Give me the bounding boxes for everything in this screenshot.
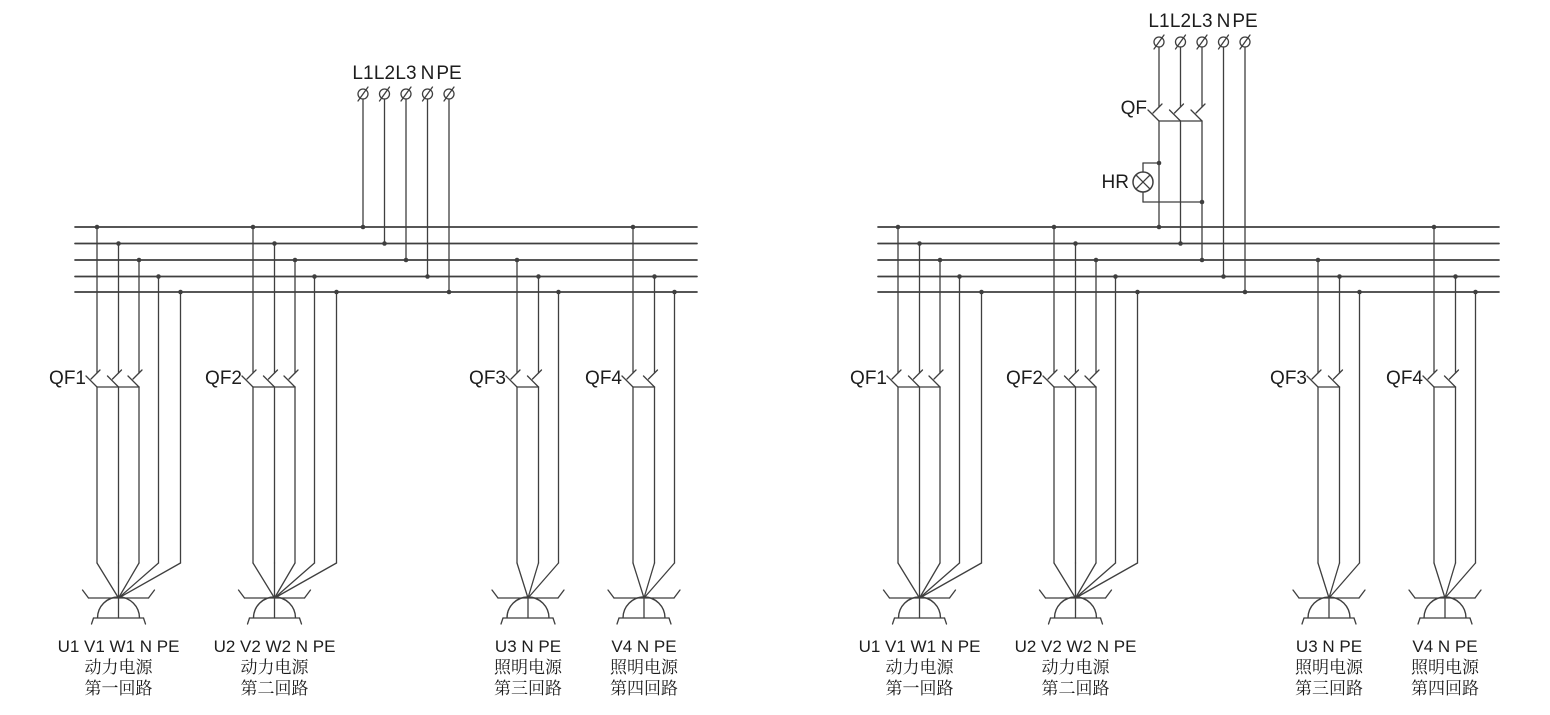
- circuit-number-label: 第一回路: [885, 679, 954, 698]
- outlet-tick: [1302, 618, 1304, 624]
- converging-wire: [97, 563, 119, 598]
- converging-wire: [1318, 563, 1329, 598]
- junction-dot: [361, 225, 366, 230]
- main-breaker: [1121, 98, 1202, 121]
- circuit-terminals-label: U2 V2 W2 N PE: [213, 637, 336, 656]
- branch-2: [205, 225, 339, 698]
- incoming-terminal-label: PE: [436, 63, 462, 84]
- outlet-tick: [83, 590, 89, 598]
- circuit-source-label: 照明电源: [610, 658, 678, 677]
- converging-wire: [898, 563, 920, 598]
- circuit-source-label: 动力电源: [84, 658, 153, 677]
- breaker-contact-tick: [133, 370, 142, 379]
- incoming-feed: [1148, 11, 1258, 294]
- converging-wire: [920, 563, 982, 598]
- incoming-terminal-label: L3: [1191, 11, 1213, 32]
- breaker-contact-tick: [113, 370, 122, 379]
- incoming-terminal-label: L2: [1169, 11, 1192, 32]
- breaker-contact-tick: [1334, 370, 1343, 379]
- breaker-contact-tick: [247, 370, 256, 379]
- outlet-tick: [305, 590, 311, 598]
- outlet-tick: [1409, 590, 1415, 598]
- circuit-terminals-label: V4 N PE: [611, 637, 677, 656]
- converging-wire: [517, 563, 528, 598]
- right-diagram: [850, 11, 1499, 698]
- outlet-tick: [553, 618, 555, 624]
- junction-dot: [1157, 225, 1162, 230]
- bus-bars: [878, 227, 1499, 292]
- circuit-source-label: 照明电源: [494, 658, 562, 677]
- junction-dot: [425, 274, 430, 279]
- incoming-terminal-label: L1: [1148, 11, 1170, 32]
- indicator-lamp-icon: [1133, 172, 1153, 192]
- outlet-tick: [674, 590, 680, 598]
- outlet-tick: [1475, 590, 1481, 598]
- branch-breaker-label: QF3: [1270, 368, 1307, 389]
- branch-breaker-label: QF4: [1386, 368, 1423, 389]
- outlet-tick: [558, 590, 564, 598]
- outlet-tick: [1049, 618, 1051, 624]
- breaker-contact-tick: [1175, 104, 1184, 113]
- branch-breaker-label: QF1: [850, 368, 887, 389]
- circuit-source-label: 动力电源: [1041, 658, 1110, 677]
- incoming-terminal-label: N: [420, 63, 435, 84]
- breaker-contact-tick: [533, 370, 542, 379]
- branch-3: [1270, 258, 1365, 698]
- breaker-contact-tick: [91, 370, 100, 379]
- breaker-contact-tick: [649, 370, 658, 379]
- converging-wire: [119, 563, 181, 598]
- breaker-contact-tick: [1153, 104, 1162, 113]
- junction-dot: [1243, 290, 1248, 295]
- breaker-contact-tick: [892, 370, 901, 379]
- circuit-number-label: 第三回路: [1295, 679, 1363, 698]
- incoming-terminal-label: L3: [395, 63, 417, 84]
- outlet-tick: [1470, 618, 1472, 624]
- incoming-terminal-label: PE: [1232, 11, 1258, 32]
- incoming-terminal-label: L2: [373, 63, 396, 84]
- outlet-tick: [144, 618, 146, 624]
- outlet-tick: [248, 618, 250, 624]
- breaker-contact-tick: [1450, 370, 1459, 379]
- branch-breaker-label: QF2: [1006, 368, 1043, 389]
- circuit-number-label: 第三回路: [494, 679, 562, 698]
- junction-dot: [447, 290, 452, 295]
- branch-4: [585, 225, 680, 698]
- outlet-tick: [1418, 618, 1420, 624]
- breaker-contact-tick: [1428, 370, 1437, 379]
- branch-breaker-label: QF4: [585, 368, 622, 389]
- outlet-tick: [92, 618, 94, 624]
- breaker-contact-tick: [511, 370, 520, 379]
- load-outlet-icon: [1409, 590, 1481, 624]
- outlet-tick: [1293, 590, 1299, 598]
- load-outlet-icon: [1293, 590, 1365, 624]
- breaker-contact-tick: [1312, 370, 1321, 379]
- outlet-tick: [1106, 590, 1112, 598]
- outlet-tick: [608, 590, 614, 598]
- branch-breaker-label: QF2: [205, 368, 242, 389]
- branch-4: [1386, 225, 1481, 698]
- load-outlet-icon: [492, 590, 564, 624]
- outlet-tick: [300, 618, 302, 624]
- outlet-tick: [945, 618, 947, 624]
- converging-wire: [1434, 563, 1445, 598]
- branch-3: [469, 258, 564, 698]
- incoming-terminal-label: L1: [352, 63, 374, 84]
- junction-dot: [1221, 274, 1226, 279]
- load-outlet-icon: [608, 590, 680, 624]
- converging-wire: [275, 563, 337, 598]
- outlet-tick: [617, 618, 619, 624]
- branch-breaker-label: QF3: [469, 368, 506, 389]
- breaker-contact-tick: [914, 370, 923, 379]
- breaker-contact-tick: [934, 370, 943, 379]
- junction-dot: [404, 258, 409, 263]
- circuit-terminals-label: U2 V2 W2 N PE: [1014, 637, 1137, 656]
- outlet-tick: [669, 618, 671, 624]
- branch-2: [1006, 225, 1140, 698]
- breaker-contact-tick: [289, 370, 298, 379]
- circuit-terminals-label: U1 V1 W1 N PE: [57, 637, 180, 656]
- converging-wire: [1054, 563, 1076, 598]
- outlet-tick: [239, 590, 245, 598]
- converging-wire: [1076, 563, 1138, 598]
- circuit-terminals-label: V4 N PE: [1412, 637, 1478, 656]
- circuit-number-label: 第二回路: [1041, 679, 1110, 698]
- outlet-tick: [501, 618, 503, 624]
- circuit-source-label: 照明电源: [1295, 658, 1363, 677]
- junction-dot: [1200, 200, 1205, 205]
- circuit-source-label: 动力电源: [240, 658, 309, 677]
- breaker-contact-tick: [627, 370, 636, 379]
- breaker-contact-tick: [1196, 104, 1205, 113]
- outlet-tick: [893, 618, 895, 624]
- junction-dot: [1178, 241, 1183, 246]
- circuit-terminals-label: U3 N PE: [494, 637, 562, 656]
- breaker-contact-tick: [269, 370, 278, 379]
- converging-wire: [253, 563, 275, 598]
- indicator-lamp-label: HR: [1101, 172, 1129, 193]
- circuit-terminals-label: U3 N PE: [1295, 637, 1363, 656]
- breaker-contact-tick: [1048, 370, 1057, 379]
- junction-dot: [1200, 258, 1205, 263]
- bus-bars: [75, 227, 697, 292]
- incoming-terminal-label: N: [1216, 11, 1231, 32]
- branch-1: [850, 225, 984, 698]
- circuit-number-label: 第四回路: [610, 679, 678, 698]
- outlet-tick: [1354, 618, 1356, 624]
- branch-breaker-label: QF1: [49, 368, 86, 389]
- outlet-tick: [492, 590, 498, 598]
- branch-1: [49, 225, 183, 698]
- main-breaker-label: QF: [1120, 98, 1147, 119]
- circuit-number-label: 第二回路: [240, 679, 309, 698]
- converging-wire: [633, 563, 644, 598]
- outlet-tick: [884, 590, 890, 598]
- circuit-number-label: 第四回路: [1411, 679, 1479, 698]
- breaker-contact-tick: [1070, 370, 1079, 379]
- circuit-number-label: 第一回路: [84, 679, 153, 698]
- junction-dot: [382, 241, 387, 246]
- outlet-tick: [149, 590, 155, 598]
- circuit-source-label: 动力电源: [885, 658, 954, 677]
- breaker-contact-tick: [1090, 370, 1099, 379]
- outlet-tick: [1040, 590, 1046, 598]
- circuit-terminals-label: U1 V1 W1 N PE: [858, 637, 981, 656]
- circuit-source-label: 照明电源: [1411, 658, 1479, 677]
- outlet-tick: [950, 590, 956, 598]
- left-diagram: [49, 63, 697, 698]
- outlet-tick: [1359, 590, 1365, 598]
- outlet-tick: [1101, 618, 1103, 624]
- indicator-lamp-circuit: [1102, 161, 1205, 205]
